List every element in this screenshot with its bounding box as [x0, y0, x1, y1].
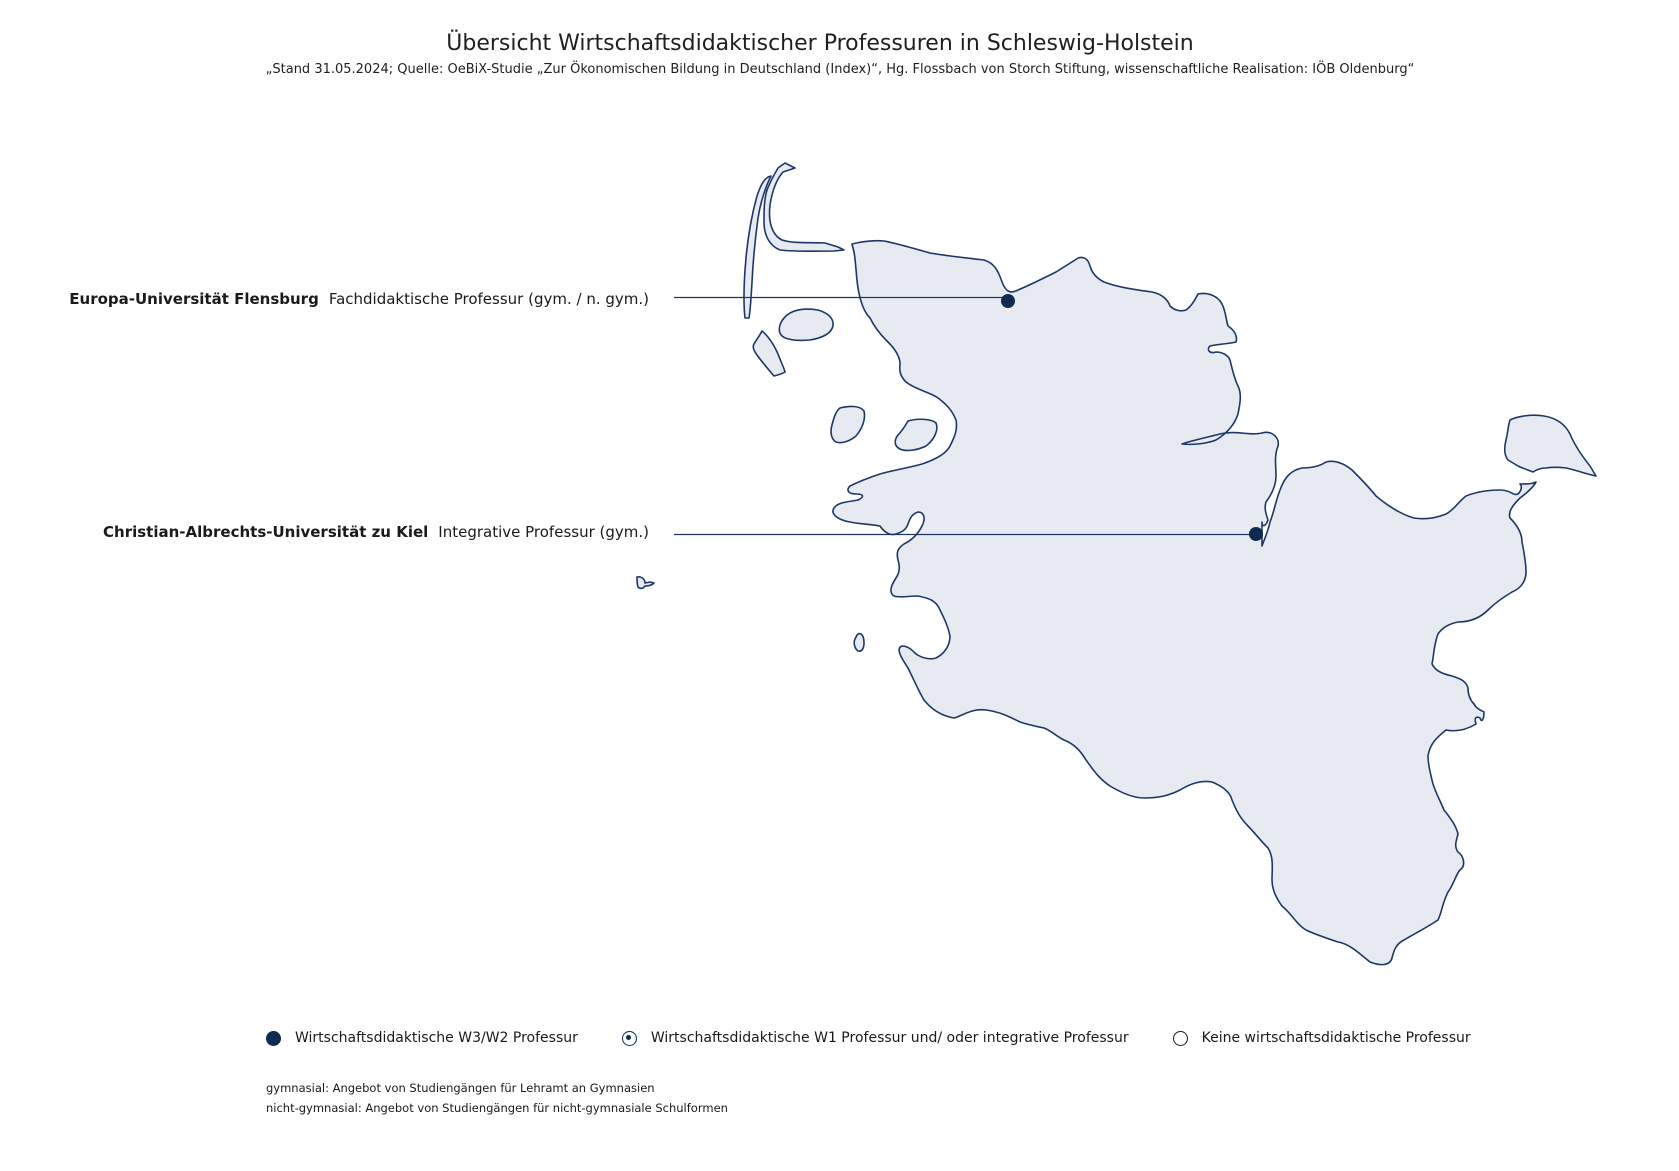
ring-dot-circle-icon: [622, 1031, 637, 1046]
legend-item-w3w2: [266, 1030, 578, 1046]
mainland: [833, 241, 1536, 965]
legend-label: Wirtschaftsdidaktische W1 Professur und/ oder integrative Professur: [650, 1030, 1129, 1046]
footnote-nicht-gymnasial: nicht-gymnasial: Angebot von Studiengängen für nicht-gymnasiale Schulformen: [266, 1101, 728, 1115]
legend: [266, 1030, 1515, 1046]
page-subtitle: „Stand 31.05.2024; Quelle: OeBiX-Studie „Zur Ökonomischen Bildung in Deutschland (Index)“, Hg. Flossbach von Storch Stiftung, wissenschaftliche Realisation: IÖB Oldenburg“: [265, 62, 1415, 77]
marker-flensburg: [1001, 294, 1015, 308]
legend-item-w1-integrative: [622, 1030, 1129, 1046]
legend-label: Keine wirtschaftsdidaktische Professur: [1201, 1030, 1471, 1046]
professorship-label: Integrative Professur (gym.): [438, 523, 649, 541]
location-label-kiel: [103, 523, 649, 541]
legend-label: Wirtschaftsdidaktische W3/W2 Professur: [295, 1030, 578, 1046]
island-amrum: [753, 331, 785, 376]
footnotes: [266, 1078, 728, 1118]
filled-circle-icon: [266, 1031, 281, 1046]
island-helgoland: [637, 577, 654, 589]
location-label-flensburg: [69, 290, 649, 308]
island-pellworm: [831, 406, 864, 442]
island-foehr: [779, 309, 833, 340]
legend-item-none: [1173, 1030, 1471, 1046]
footnote-gymnasial: gymnasial: Angebot von Studiengängen für Lehramt an Gymnasien: [266, 1081, 655, 1095]
island-fehmarn: [1505, 415, 1596, 476]
page-title: Übersicht Wirtschaftsdidaktischer Professuren in Schleswig-Holstein: [446, 31, 1194, 56]
island-nordstrand: [895, 419, 937, 450]
marker-kiel: [1249, 527, 1263, 541]
island-trischen: [854, 634, 864, 652]
island-sylt: [744, 163, 844, 318]
empty-circle-icon: [1173, 1031, 1188, 1046]
university-name: Europa-Universität Flensburg: [69, 290, 319, 308]
professorship-label: Fachdidaktische Professur (gym. / n. gym.): [328, 290, 649, 308]
university-name: Christian-Albrechts-Universität zu Kiel: [103, 523, 429, 541]
